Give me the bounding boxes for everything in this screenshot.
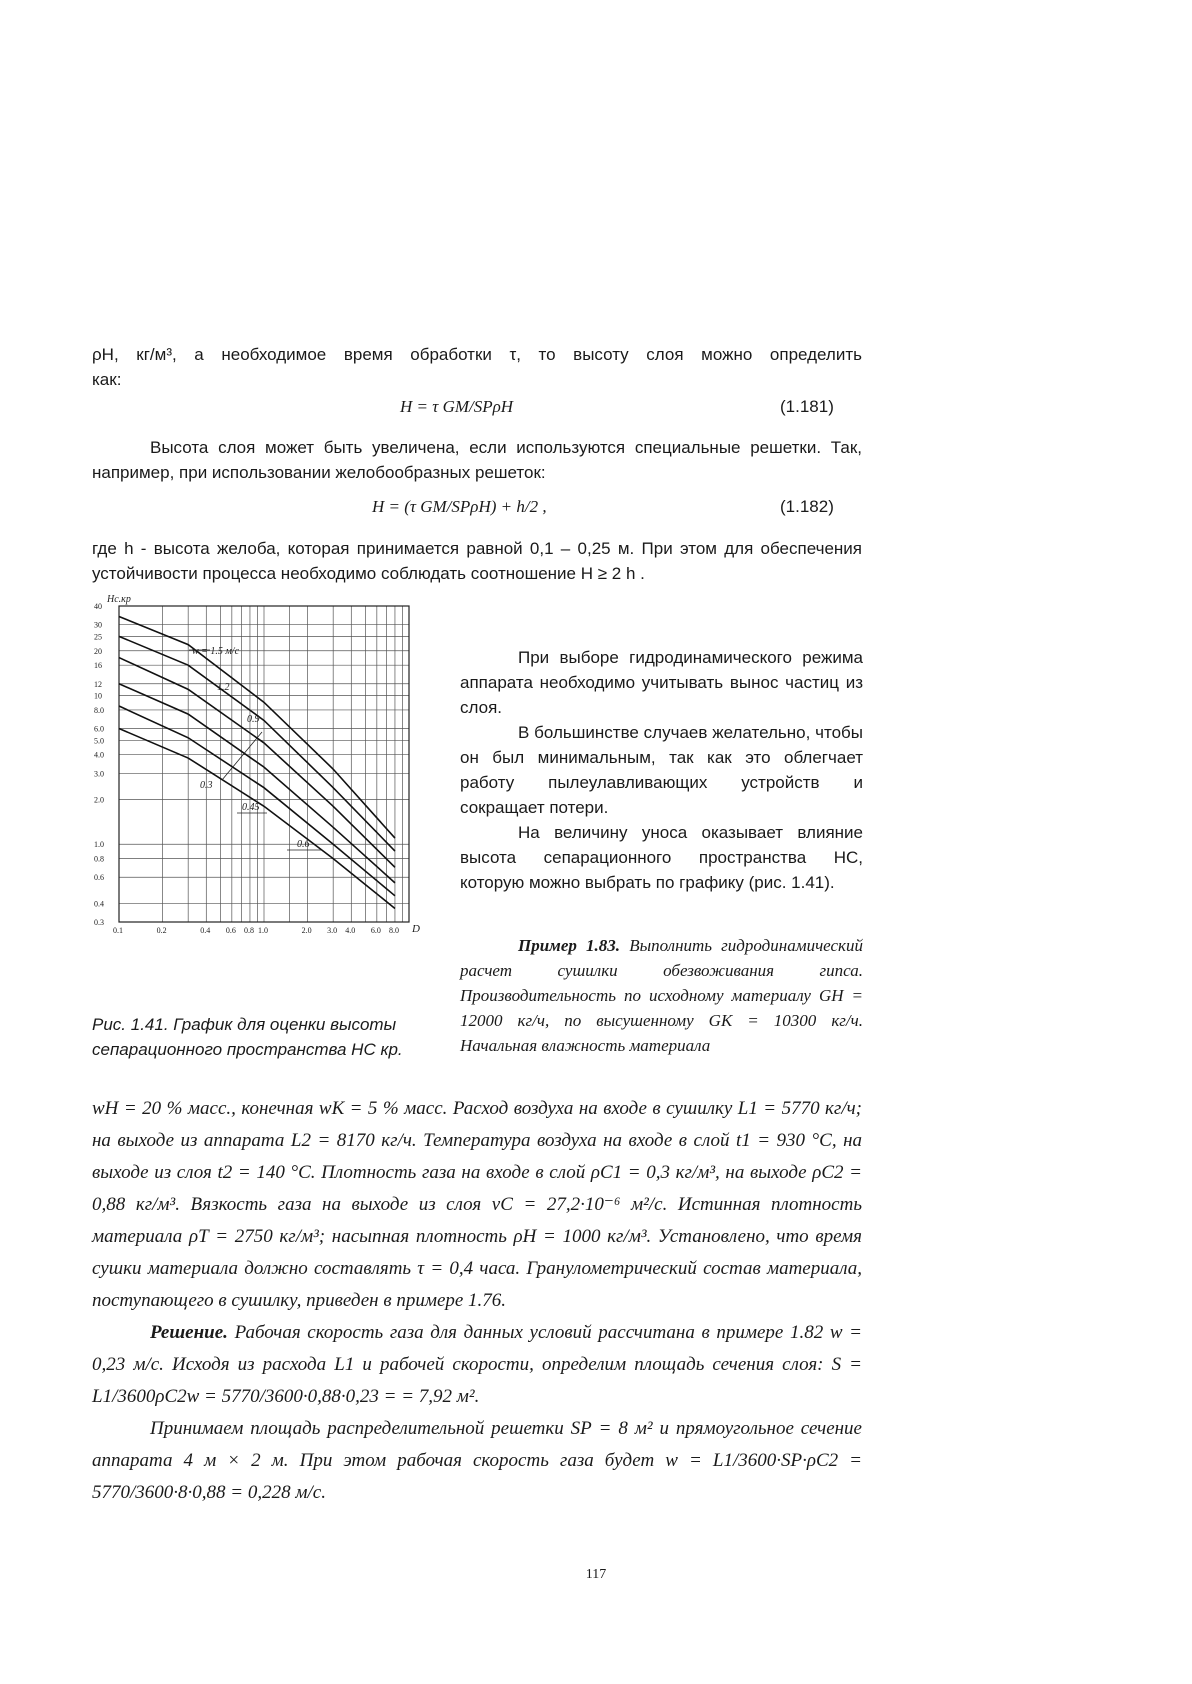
- y-tick-labels: [94, 602, 104, 927]
- y-tick-label: 30: [94, 620, 102, 630]
- figure-caption: Рис. 1.41. График для оценки высоты сепарационного пространства HС кр.: [92, 1015, 403, 1059]
- final-paragraph: Принимаем площадь распределительной решетки SР = 8 м² и прямоугольное сечение аппарата 4 м × 2 м. При этом рабочая скорость газа будет w = L1/3600·SР·ρС2 = 5770/3600·8·0,88 = 0,228 м/с.: [92, 1418, 862, 1503]
- curve-group: [119, 616, 395, 908]
- chart-grid: [119, 606, 409, 922]
- y-tick-label: 25: [94, 632, 102, 642]
- solution-text: Рабочая скорость газа для данных условий рассчитана в примере 1.82 w = 0,23 м/с. Исходя из расхода L1 и рабочей скорости, определим площадь сечения слоя: S = L1/3600ρС2w = 5770/3600·0,88·0,23 = = 7,92 м².: [92, 1322, 863, 1407]
- y-tick-label: 12: [94, 679, 102, 689]
- intro-line-1: ρН, кг/м³, а необходимое время обработки τ, то высоту слоя можно определить: [92, 345, 862, 364]
- y-tick-label: 40: [94, 602, 102, 611]
- y-axis-label: Hс.кр: [107, 594, 131, 605]
- right-paragraph-3: На величину уноса оказывает влияние высота сепарационного пространства HС, которую можно выбрать по графику (рис. 1.41).: [460, 823, 863, 892]
- right-paragraph-2: В большинстве случаев желательно, чтобы он был минимальным, так как это облегчает работу пылеулавливающих устройств и сокращает потери.: [460, 723, 863, 817]
- x-tick-label: 8.0: [388, 926, 399, 935]
- y-tick-label: 8.0: [94, 705, 104, 715]
- formula-1-181-expression: H = τ GМ/SРρН: [400, 397, 514, 416]
- y-tick-label: 1.0: [94, 840, 104, 850]
- y-tick-label: 6.0: [94, 724, 104, 734]
- x-tick-label: 0.2: [156, 926, 167, 935]
- page-number: 117: [585, 1567, 607, 1582]
- curve-label-0-9: 0.9: [247, 714, 260, 725]
- paragraph-grates: Высота слоя может быть увеличена, если используются специальные решетки. Так, например, при использовании желобообразных решеток:: [92, 438, 862, 482]
- curve-w-1-2: [119, 636, 395, 851]
- x-tick-label: 2.0: [301, 926, 312, 935]
- x-tick-label: 4.0: [345, 926, 356, 935]
- right-paragraph-1: При выборе гидродинамического режима аппарата необходимо учитывать вынос частиц из слоя.: [460, 648, 863, 717]
- formula-1-182-expression: H = (τ GМ/SРρН) + h/2 ,: [372, 497, 547, 516]
- curve-w-0-3: [119, 729, 395, 909]
- x-tick-label: 0.8: [243, 926, 254, 935]
- example-text-right: Выполнить гидродинамический расчет сушилки обезвоживания гипса. Производительность по исходному материалу GН = 12000 кг/ч, по высушенному GК = 10300 кг/ч. Начальная влажность материала: [460, 936, 863, 1055]
- curve-label-0-45: 0.45: [242, 802, 260, 813]
- y-tick-label: 0.6: [94, 873, 104, 883]
- paragraph-trough-height: где h - высота желоба, которая принимается равной 0,1 – 0,25 м. При этом для обеспечения устойчивости процесса необходимо соблюдать соотношение H ≥ 2 h .: [92, 539, 862, 583]
- solution-paragraph: [92, 1317, 862, 1413]
- figure-1-41-chart: [92, 592, 442, 937]
- example-title: Пример 1.83.: [518, 936, 621, 955]
- y-tick-label: 0.4: [94, 899, 104, 909]
- curve-label-0-3: 0.3: [200, 780, 213, 791]
- x-tick-label: 6.0: [370, 926, 381, 935]
- y-tick-label: 5.0: [94, 736, 104, 746]
- y-tick-label: 4.0: [94, 750, 104, 760]
- curve-label-1-2: 1.2: [217, 682, 230, 693]
- x-axis-label: D: [412, 923, 420, 935]
- example-body: wН = 20 % масс., конечная wК = 5 % масс. Расход воздуха на входе в сушилку L1 = 5770 кг/ч; на выходе из аппарата L2 = 8170 кг/ч. Температура воздуха на входе в слой t1 = 930 °C, на выходе из слоя t2 = 140 °C. Плотность газа на входе в слой ρС1 = 0,3 кг/м³, на выходе ρС2 = 0,88 кг/м³. Вязкость газа на выходе из слоя νС = 27,2·10⁻⁶ м²/с. Истинная плотность материала ρТ = 2750 кг/м³; насыпная плотность ρН = 1000 кг/м³. Установлено, что время сушки материала должно составлять τ = 0,4 часа. Гранулометрический состав материала, поступающего в сушилку, приведен в примере 1.76.: [92, 1098, 862, 1311]
- paragraph-intro: [92, 342, 862, 392]
- curve-label-1-5: w = 1.5 м/с: [192, 646, 240, 657]
- y-tick-label: 0.8: [94, 854, 104, 864]
- y-tick-label: 3.0: [94, 769, 104, 779]
- formula-1-181-number: (1.181): [780, 397, 834, 416]
- y-tick-label: 20: [94, 646, 102, 656]
- x-tick-label: 0.1: [113, 926, 123, 935]
- y-tick-label: 16: [94, 661, 102, 671]
- x-tick-labels: [113, 926, 399, 935]
- y-tick-label: 2.0: [94, 795, 104, 805]
- x-tick-label: 0.6: [225, 926, 236, 935]
- x-tick-label: 3.0: [327, 926, 338, 935]
- formula-1-182-number: (1.182): [780, 497, 834, 516]
- x-tick-label: 0.4: [200, 926, 211, 935]
- y-tick-label: 10: [94, 691, 102, 701]
- right-column-text: [460, 645, 863, 895]
- x-tick-label: 1.0: [258, 926, 268, 935]
- example-intro: [460, 933, 863, 1058]
- y-tick-label: 0.3: [94, 918, 104, 927]
- solution-title: Решение.: [150, 1322, 228, 1343]
- intro-line-2: как:: [92, 370, 122, 389]
- curve-label-0-6: 0.6: [297, 839, 310, 850]
